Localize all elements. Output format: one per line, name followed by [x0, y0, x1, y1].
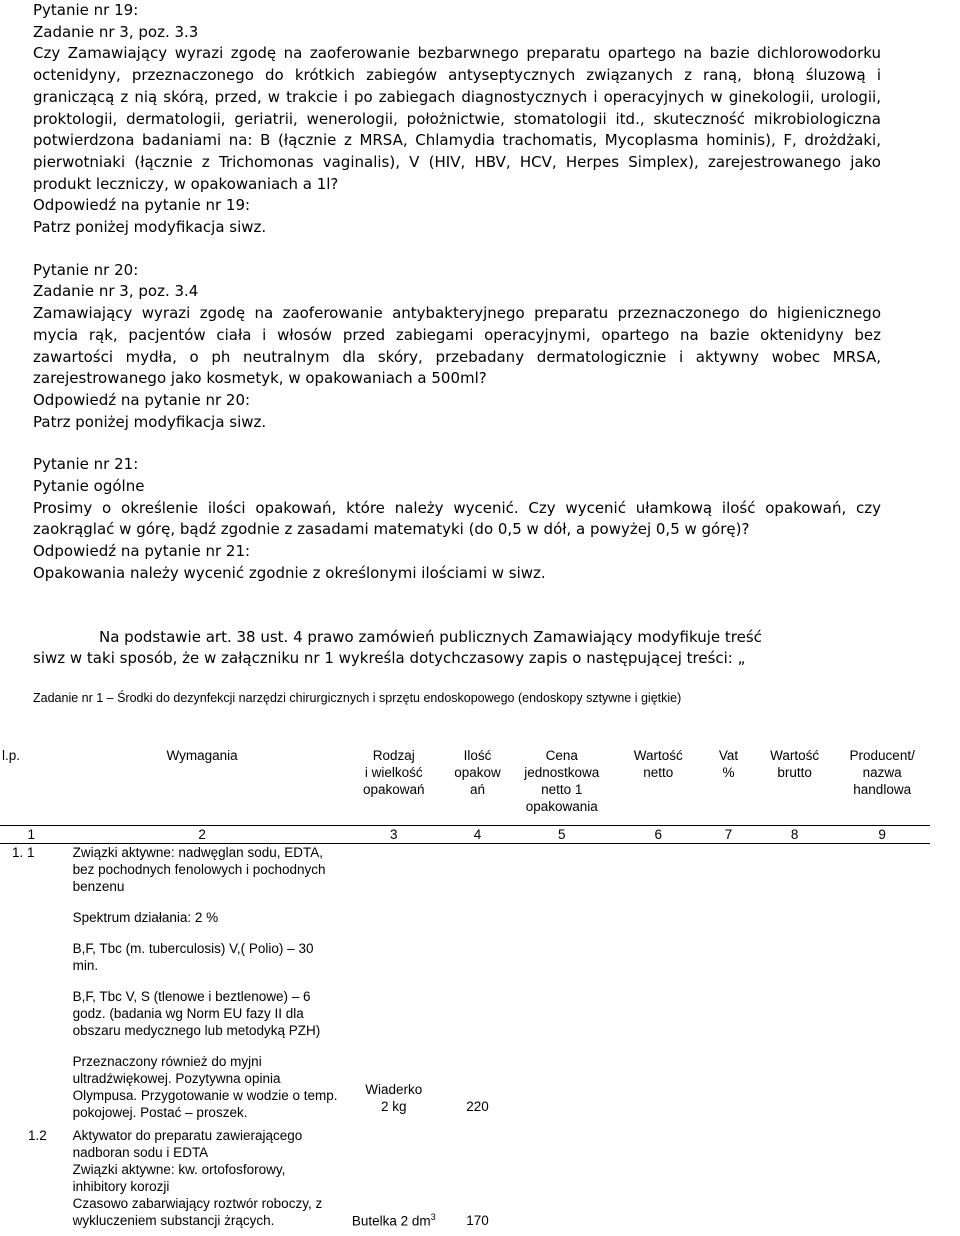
table-header-row: [0, 747, 930, 815]
table-number-row: [0, 826, 930, 844]
requirements-table: [0, 747, 930, 1229]
requirement-paragraph: Przeznaczony również do myjni ultradźwiękowej. Pozytywna opinia Olympusa. Przygotowanie w wodzie o temp. pokojowej. Postać – proszek.: [72, 1054, 338, 1120]
q21-body: Prosimy o określenie ilości opakowań, które należy wycenić. Czy wycenić ułamkową ilość opakowań, czy zaokrąglać w górę, bądź zgodnie z zasadami matematyki (do 0,5 w dół, a powyżej 0,5 w górę)?: [33, 498, 881, 539]
header-quantity: Ilość opakow ań: [454, 748, 501, 797]
header-lp: l.p.: [2, 748, 21, 763]
col-number: 7: [702, 826, 755, 844]
q21-ref: Pytanie ogólne: [33, 477, 145, 496]
row-pack: Butelka 2 $dm^3$: [351, 1211, 436, 1228]
requirement-paragraph: Aktywator do preparatu zawierającego nadboran sodu i EDTA Związki aktywne: kw. ortofosforowy, inhibitory korozji Czasowo zabarwiający roztwór roboczy, z wykluczeniem substancji żrących.: [72, 1128, 323, 1228]
q20-answer-title: Odpowiedź na pytanie nr 20:: [33, 390, 251, 409]
row-qty: 220: [466, 1099, 489, 1114]
col-number: 6: [615, 826, 703, 844]
row-requirements: [63, 844, 342, 1128]
task-title: Zadanie nr 1 – Środki do dezynfekcji narzędzi chirurgicznych i sprzętu endoskopowego (endoskopy sztywne i giętkie): [33, 690, 682, 705]
row-qty: 170: [466, 1213, 489, 1228]
table-row: [0, 1127, 930, 1229]
q20-body: Zamawiający wyrazi zgodę na zaoferowanie antybakteryjnego preparatu przeznaczonego do higienicznego mycia rąk, pacjentów ciała i włosów przed zabiegami operacyjnymi, opartego na bazie oktenidyny bez zawartości mydła, o ph neutralnym dla skóry, przebadany dermatologicznie i aktywny wobec MRSA, zarejestrowanego jako kosmetyk, w opakowaniach a 500ml?: [33, 304, 881, 388]
row-lp: 1. 1: [12, 845, 35, 860]
q20-title: Pytanie nr 20:: [33, 260, 139, 279]
header-producer: Producent/ nazwa handlowa: [849, 748, 915, 797]
col-number: 5: [509, 826, 615, 844]
q21-answer-title: Odpowiedź na pytanie nr 21:: [33, 542, 251, 561]
q21-title: Pytanie nr 21:: [33, 455, 139, 474]
col-number: 8: [755, 826, 835, 844]
col-number: 1: [0, 826, 63, 844]
modification-line-2: siwz w taki sposób, że w załączniku nr 1 wykreśla dotychczasowy zapis o następującej treści: „: [33, 649, 746, 668]
header-gross-value: Wartość brutto: [770, 748, 820, 780]
col-number: 9: [834, 826, 930, 844]
col-number: 3: [342, 826, 446, 844]
row-pack: Wiaderko 2 kg: [365, 1082, 423, 1114]
header-net-value: Wartość netto: [633, 748, 683, 780]
header-requirements: Wymagania: [166, 748, 238, 763]
header-vat: Vat %: [718, 748, 739, 780]
q20-ref: Zadanie nr 3, poz. 3.4: [33, 282, 199, 301]
col-number: 4: [446, 826, 509, 844]
q19-answer-title: Odpowiedź na pytanie nr 19:: [33, 196, 251, 215]
header-unit-price: Cena jednostkowa netto 1 opakowania: [524, 748, 600, 814]
table-row: [0, 844, 930, 1128]
header-pack-type: Rodzaj i wielkość opakowań: [363, 748, 425, 797]
q19-body: Czy Zamawiający wyrazi zgodę na zaoferowanie bezbarwnego preparatu opartego na bazie dichlorowodorku octenidyny, przeznaczonego do krótkich zabiegów antyseptycznych związanych z raną, błoną śluzową i graniczącą z nią skórą, przed, w trakcie i po zabiegach diagnostycznych i operacyjnych w ginekologii, urologii, proktologii, dermatologii, geriatrii, wenerologii, położnictwie, stomatologii itd., skuteczność mikrobiologiczna potwierdzona badaniami na: B (łącznie z MRSA, Chlamydia trachomatis, Mycoplasma hominis), F, drożdżaki, pierwotniaki (łącznie z Trichomonas vaginalis), V (HIV, HBV, HCV, Herpes Simplex), zarejestrowanego jako produkt leczniczy, w opakowaniach a 1l?: [33, 44, 881, 193]
row-lp: 1.2: [28, 1128, 47, 1143]
requirement-paragraph: Związki aktywne: nadwęglan sodu, EDTA, bez pochodnych fenolowych i pochodnych benzenu: [72, 845, 326, 894]
requirement-paragraph: B,F, Tbc V, S (tlenowe i beztlenowe) – 6 godz. (badania wg Norm EU fazy II dla obszaru medycznego lub metodyką PZH): [72, 989, 321, 1038]
q20-answer: Patrz poniżej modyfikacja siwz.: [33, 412, 267, 431]
q21-answer: Opakowania należy wycenić zgodnie z określonymi ilościami w siwz.: [33, 563, 546, 582]
q19-answer: Patrz poniżej modyfikacja siwz.: [33, 218, 267, 237]
modification-line-1: Na podstawie art. 38 ust. 4 prawo zamówień publicznych Zamawiający modyfikuje treść: [99, 627, 762, 646]
q19-title: Pytanie nr 19:: [33, 1, 139, 19]
requirement-paragraph: Spektrum działania: 2 %: [72, 910, 219, 925]
q19-ref: Zadanie nr 3, poz. 3.3: [33, 22, 199, 41]
requirement-paragraph: B,F, Tbc (m. tuberculosis) V,( Polio) – 30 min.: [72, 941, 314, 973]
col-number: 2: [63, 826, 342, 844]
